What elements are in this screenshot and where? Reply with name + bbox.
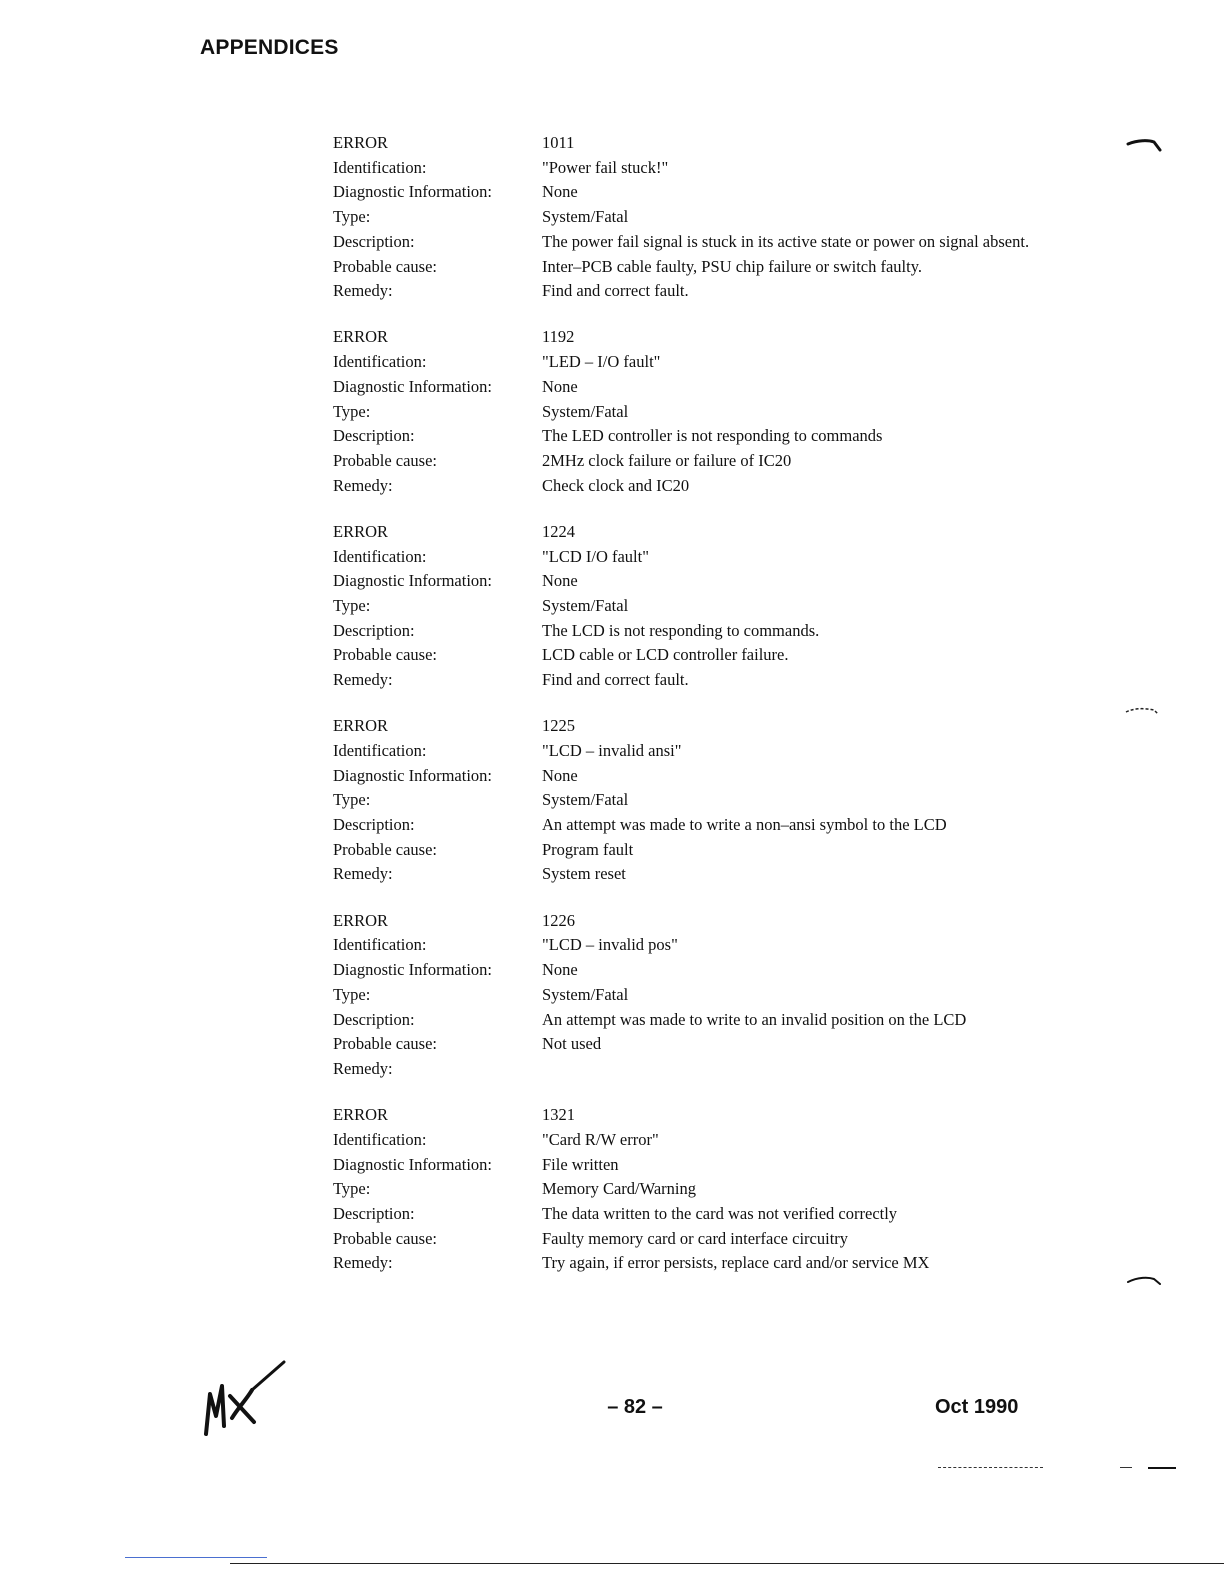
identification-label: Identification: — [333, 1129, 427, 1149]
identification-value: "LCD I/O fault" — [542, 546, 649, 566]
identification-label: Identification: — [333, 546, 427, 566]
probable-cause-row — [333, 449, 1053, 474]
scan-line — [1120, 1467, 1132, 1468]
probable-cause-label: Probable cause: — [333, 645, 438, 665]
identification-label: Identification: — [333, 740, 427, 760]
description-row — [333, 1008, 1053, 1033]
description-label: Description: — [333, 426, 415, 446]
identification-label: Identification: — [333, 352, 427, 372]
identification-label: Identification: — [333, 157, 427, 177]
identification-value: "LCD – invalid pos" — [542, 935, 678, 955]
error-entry-1011 — [333, 131, 1053, 304]
diagnostic-label: Diagnostic Information: — [333, 571, 493, 591]
description-value: An attempt was made to write a non–ansi symbol to the LCD — [542, 815, 947, 835]
description-label: Description: — [333, 620, 415, 640]
scan-line — [1148, 1467, 1176, 1469]
description-row — [333, 813, 1053, 838]
error-code: 1011 — [542, 133, 575, 152]
remedy-value: Try again, if error persists, replace card and/or service MX — [542, 1253, 930, 1273]
type-value: System/Fatal — [542, 207, 629, 227]
remedy-label: Remedy: — [333, 670, 393, 690]
remedy-label: Remedy: — [333, 1253, 393, 1273]
probable-cause-value: Inter–PCB cable faulty, PSU chip failure or switch faulty. — [542, 256, 923, 276]
error-entry-1226 — [333, 909, 1053, 1082]
error-label: ERROR — [333, 521, 389, 541]
diagnostic-value: None — [542, 960, 578, 980]
probable-cause-value: LCD cable or LCD controller failure. — [542, 645, 789, 665]
remedy-row — [333, 279, 1053, 304]
remedy-value: System reset — [542, 864, 626, 884]
error-code: 1224 — [542, 521, 575, 541]
description-label: Description: — [333, 1009, 415, 1029]
identification-value: "LCD – invalid ansi" — [542, 740, 682, 760]
error-label: ERROR — [333, 910, 389, 930]
description-value: The LED controller is not responding to commands — [542, 426, 883, 446]
probable-cause-label: Probable cause: — [333, 1034, 438, 1054]
diagnostic-row — [333, 958, 1053, 983]
type-label: Type: — [333, 401, 371, 421]
diagnostic-label: Diagnostic Information: — [333, 765, 493, 785]
scan-mark — [1126, 1272, 1164, 1288]
error-label: ERROR — [333, 133, 389, 152]
type-label: Type: — [333, 207, 371, 227]
description-label: Description: — [333, 1203, 415, 1223]
error-code: 1321 — [542, 1105, 575, 1125]
diagnostic-row — [333, 569, 1053, 594]
probable-cause-value: Faulty memory card or card interface circuitry — [542, 1228, 849, 1248]
identification-row — [333, 933, 1053, 958]
scan-line — [230, 1563, 1224, 1564]
type-label: Type: — [333, 1179, 371, 1199]
diagnostic-row — [333, 180, 1053, 205]
identification-row — [333, 1128, 1053, 1153]
type-value: Memory Card/Warning — [542, 1179, 697, 1199]
revision-date: Oct 1990 — [935, 1396, 1019, 1418]
error-row — [333, 131, 1053, 156]
description-label: Description: — [333, 815, 415, 835]
error-row — [333, 520, 1053, 545]
diagnostic-label: Diagnostic Information: — [333, 182, 493, 202]
remedy-label: Remedy: — [333, 475, 393, 495]
diagnostic-row — [333, 1153, 1053, 1178]
remedy-label: Remedy: — [333, 281, 393, 301]
probable-cause-row — [333, 1032, 1053, 1057]
error-row — [333, 909, 1053, 934]
diagnostic-value: None — [542, 571, 578, 591]
description-value: The power fail signal is stuck in its active state or power on signal absent. — [542, 231, 1030, 251]
page-header-title: APPENDICES — [200, 36, 339, 59]
description-value: An attempt was made to write to an invalid position on the LCD — [542, 1009, 967, 1029]
mx-logo-signature — [198, 1356, 293, 1446]
error-code: 1225 — [542, 716, 575, 736]
description-row — [333, 230, 1053, 255]
error-label: ERROR — [333, 1105, 389, 1125]
type-value: System/Fatal — [542, 401, 629, 421]
identification-label: Identification: — [333, 935, 427, 955]
identification-value: "LED – I/O fault" — [542, 352, 661, 372]
diagnostic-label: Diagnostic Information: — [333, 960, 493, 980]
probable-cause-label: Probable cause: — [333, 450, 438, 470]
type-label: Type: — [333, 595, 371, 615]
error-row — [333, 325, 1053, 350]
diagnostic-row — [333, 764, 1053, 789]
probable-cause-row — [333, 838, 1053, 863]
diagnostic-label: Diagnostic Information: — [333, 1154, 493, 1174]
remedy-row — [333, 474, 1053, 499]
description-value: The data written to the card was not verified correctly — [542, 1203, 898, 1223]
type-value: System/Fatal — [542, 595, 629, 615]
type-label: Type: — [333, 984, 371, 1004]
error-label: ERROR — [333, 327, 389, 347]
remedy-label: Remedy: — [333, 1058, 393, 1078]
diagnostic-label: Diagnostic Information: — [333, 376, 493, 396]
probable-cause-label: Probable cause: — [333, 256, 438, 276]
description-row — [333, 424, 1053, 449]
probable-cause-label: Probable cause: — [333, 839, 438, 859]
description-value: The LCD is not responding to commands. — [542, 620, 820, 640]
diagnostic-value: File written — [542, 1154, 619, 1174]
probable-cause-row — [333, 1227, 1053, 1252]
error-row — [333, 1103, 1053, 1128]
probable-cause-value: Program fault — [542, 839, 634, 859]
remedy-row — [333, 1251, 1053, 1276]
remedy-value: Find and correct fault. — [542, 670, 689, 690]
scan-mark — [1124, 702, 1162, 718]
type-row — [333, 788, 1053, 813]
probable-cause-row — [333, 255, 1053, 280]
type-value: System/Fatal — [542, 790, 629, 810]
scan-line — [125, 1557, 267, 1558]
identification-row — [333, 350, 1053, 375]
error-entry-1224 — [333, 520, 1053, 693]
probable-cause-value: 2MHz clock failure or failure of IC20 — [542, 450, 792, 470]
error-row — [333, 714, 1053, 739]
probable-cause-value: Not used — [542, 1034, 602, 1054]
remedy-value: Check clock and IC20 — [542, 475, 690, 495]
identification-row — [333, 545, 1053, 570]
error-code: 1226 — [542, 910, 575, 930]
remedy-row — [333, 1057, 1053, 1082]
error-entry-1192 — [333, 325, 1053, 498]
probable-cause-label: Probable cause: — [333, 1228, 438, 1248]
remedy-row — [333, 668, 1053, 693]
scan-line — [938, 1467, 1043, 1468]
type-row — [333, 594, 1053, 619]
identification-row — [333, 739, 1053, 764]
probable-cause-row — [333, 643, 1053, 668]
diagnostic-value: None — [542, 765, 578, 785]
type-label: Type: — [333, 790, 371, 810]
description-row — [333, 619, 1053, 644]
description-row — [333, 1202, 1053, 1227]
page-number: – 82 – — [607, 1396, 663, 1418]
error-label: ERROR — [333, 716, 389, 736]
diagnostic-value: None — [542, 182, 578, 202]
type-value: System/Fatal — [542, 984, 629, 1004]
type-row — [333, 983, 1053, 1008]
remedy-label: Remedy: — [333, 864, 393, 884]
type-row — [333, 205, 1053, 230]
error-code: 1192 — [542, 327, 575, 347]
error-entry-1225 — [333, 714, 1053, 887]
description-label: Description: — [333, 231, 415, 251]
identification-value: "Power fail stuck!" — [542, 157, 669, 177]
remedy-value: Find and correct fault. — [542, 281, 689, 301]
error-code-list — [333, 131, 1053, 1298]
type-row — [333, 1177, 1053, 1202]
error-entry-1321 — [333, 1103, 1053, 1276]
diagnostic-row — [333, 375, 1053, 400]
type-row — [333, 400, 1053, 425]
identification-row — [333, 156, 1053, 181]
identification-value: "Card R/W error" — [542, 1129, 659, 1149]
scan-mark — [1126, 136, 1164, 156]
remedy-row — [333, 862, 1053, 887]
diagnostic-value: None — [542, 376, 578, 396]
